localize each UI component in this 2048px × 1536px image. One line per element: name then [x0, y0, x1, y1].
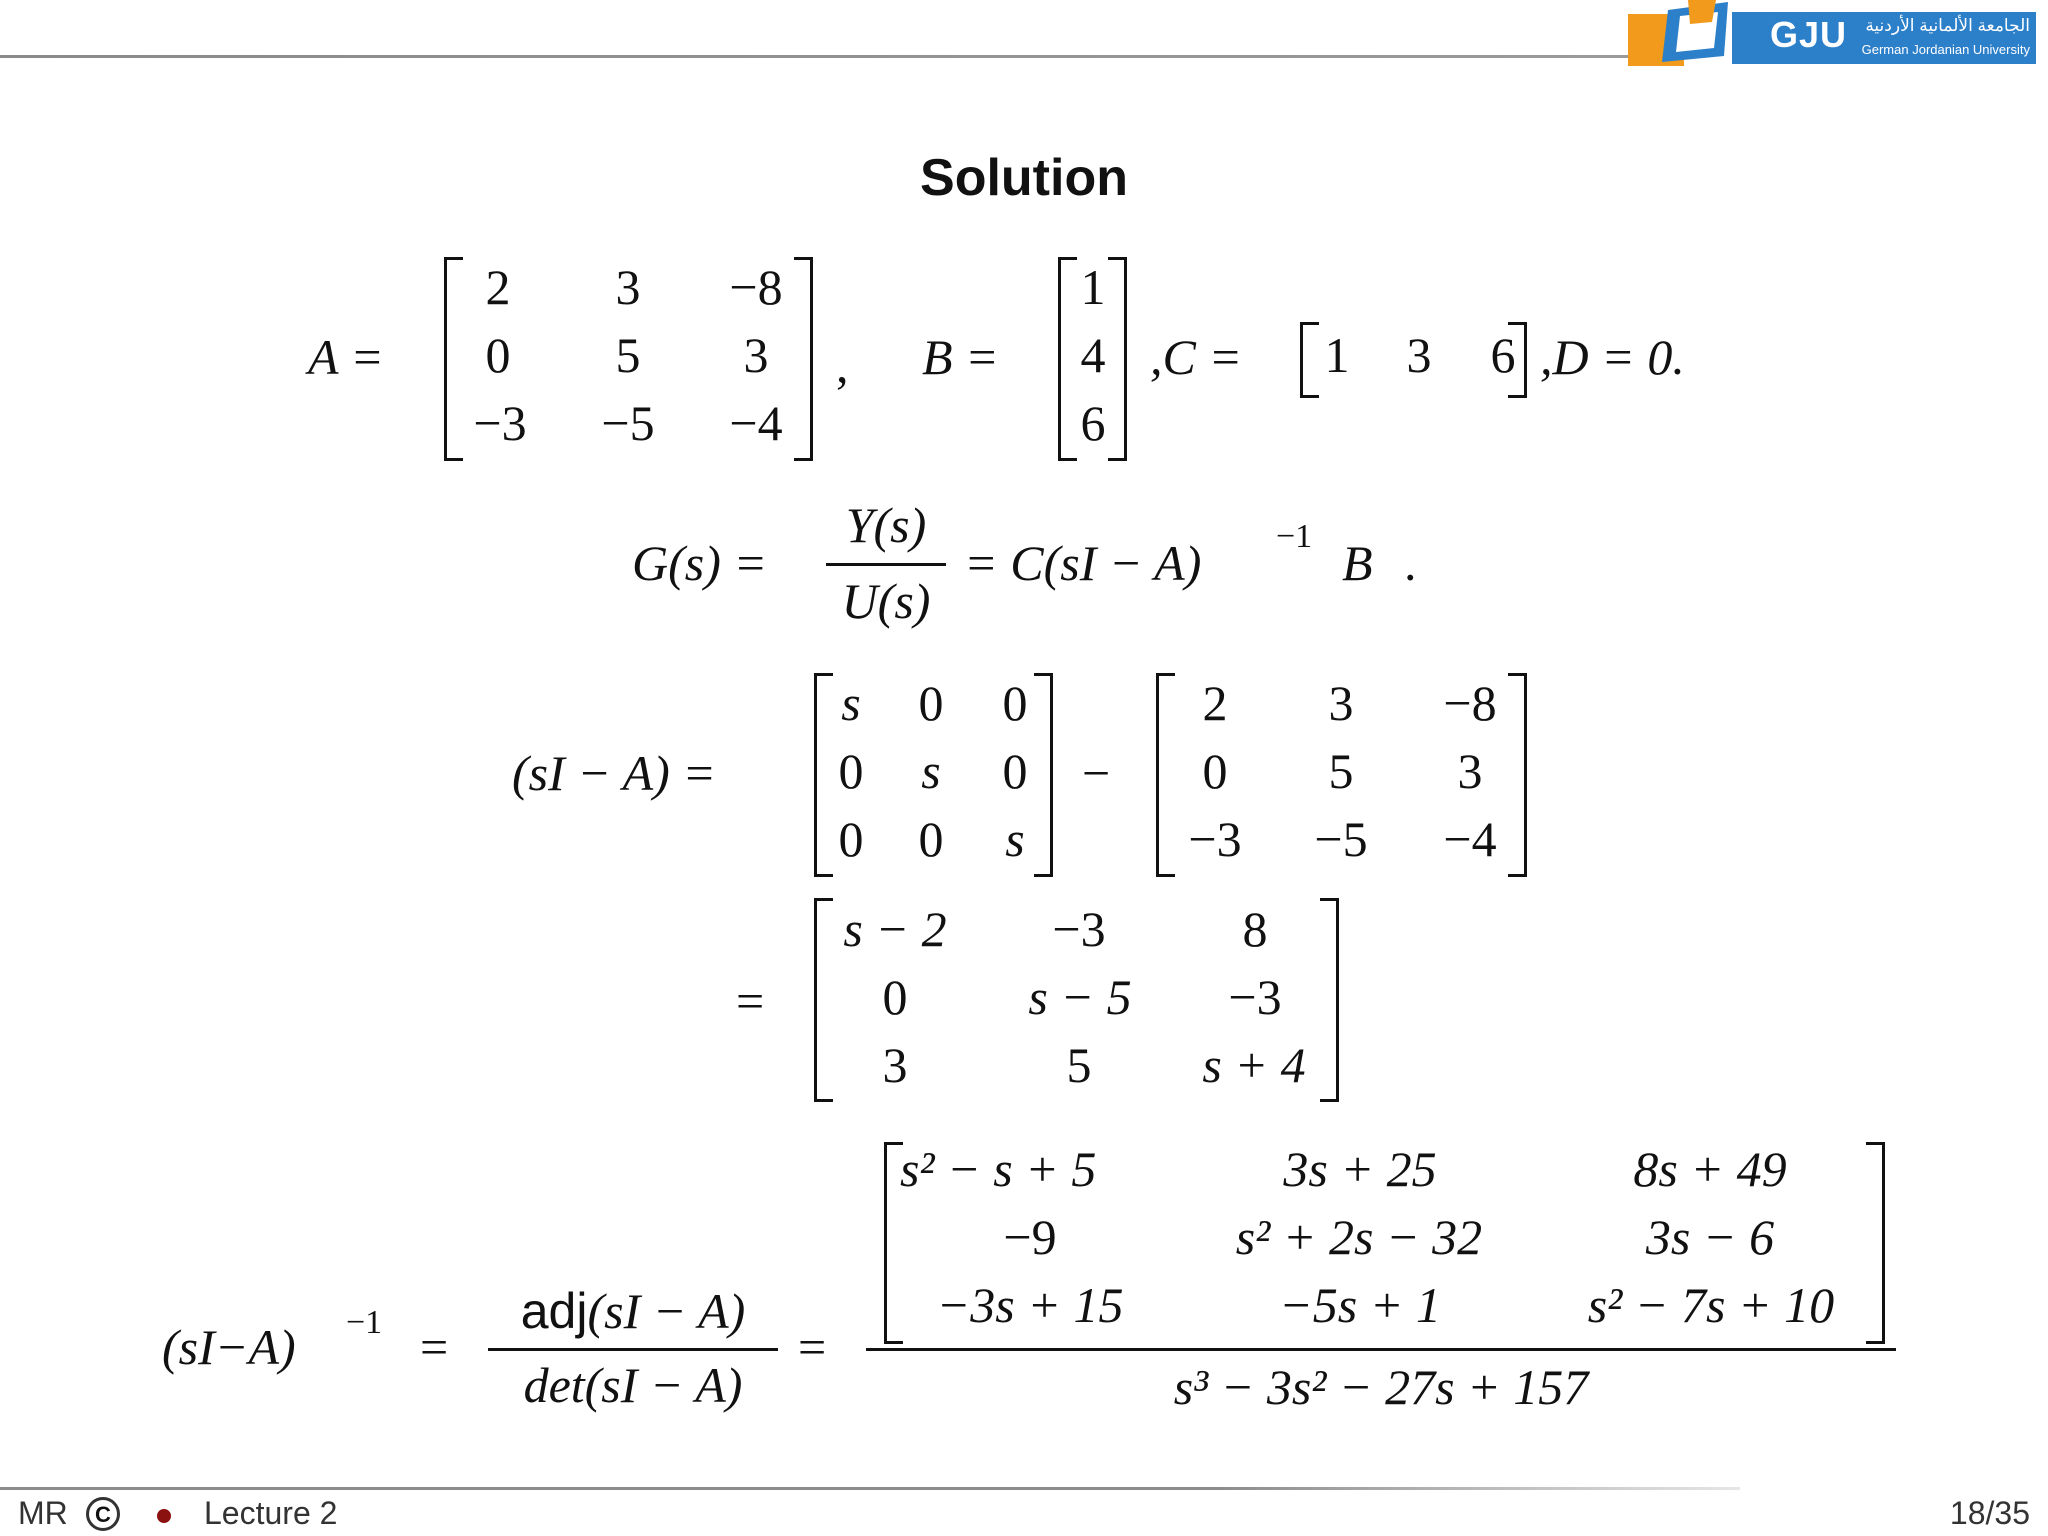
A-cell: 5 — [615, 327, 641, 383]
main-fraction-bar — [866, 1348, 1896, 1351]
S-cell: s — [1005, 811, 1025, 867]
G-denominator: U(s) — [841, 573, 931, 629]
adj-matrix-right-bracket — [1866, 1142, 1885, 1344]
M-cell: 0 — [882, 969, 908, 1025]
A-cell: −3 — [473, 395, 527, 451]
D-equation: ,D = 0. — [1540, 329, 1685, 385]
A-cell: 3 — [615, 259, 641, 315]
A-cell: −4 — [729, 395, 783, 451]
S-cell: s — [921, 743, 941, 799]
A2-cell: −3 — [1188, 811, 1242, 867]
S-cell: s — [841, 675, 861, 731]
adj-cell: s² − 7s + 10 — [1587, 1277, 1835, 1333]
matrix-A-right-bracket — [794, 257, 813, 461]
adj-cell: 8s + 49 — [1633, 1141, 1787, 1197]
A-cell: −5 — [601, 395, 655, 451]
A-cell: 3 — [743, 327, 769, 383]
A-label: A = — [308, 329, 384, 385]
S-cell: 0 — [918, 811, 944, 867]
slide-title: Solution — [920, 149, 1128, 207]
C-cell: 1 — [1324, 327, 1350, 383]
S-cell: 0 — [838, 743, 864, 799]
sIA-lhs: (sI − A) = — [512, 745, 717, 801]
A-cell: 0 — [485, 327, 511, 383]
fraction-bar — [826, 563, 946, 566]
equals-sign: = — [420, 1319, 449, 1375]
M-cell: 3 — [882, 1037, 908, 1093]
A2-cell: 5 — [1328, 743, 1354, 799]
A2-cell: 0 — [1202, 743, 1228, 799]
matrix-A2-right-bracket — [1508, 673, 1527, 877]
copyright-icon: C — [86, 1497, 120, 1531]
equals-sign-2: = — [798, 1319, 827, 1375]
adj-word: adj — [520, 1283, 588, 1339]
logo-arabic-text: الجامعة الألمانية الأردنية — [1865, 16, 2030, 35]
footer-rule — [0, 1487, 1740, 1490]
adj-numerator — [488, 1283, 778, 1339]
footer-page-number: 18/35 — [1949, 1495, 2030, 1531]
footer-author: MR — [18, 1495, 68, 1531]
G-rhs: = C(sI − A) — [964, 535, 1202, 591]
adj-cell: −5s + 1 — [1279, 1277, 1441, 1333]
bullet-dot-icon — [157, 1509, 171, 1523]
S-cell: 0 — [1002, 675, 1028, 731]
inverse-lhs: (sI−A) — [162, 1319, 296, 1375]
S-cell: 0 — [838, 811, 864, 867]
university-logo — [1628, 0, 2038, 68]
A2-cell: −5 — [1314, 811, 1368, 867]
adj-cell: −9 — [1003, 1209, 1057, 1265]
M-cell: s − 2 — [843, 901, 947, 957]
S-cell: 0 — [918, 675, 944, 731]
C-label: ,C = — [1150, 329, 1243, 385]
adj-cell: 3s − 6 — [1645, 1209, 1775, 1265]
A2-cell: −4 — [1443, 811, 1497, 867]
B-cell: 6 — [1080, 395, 1106, 451]
adj-cell: s² − s + 5 — [900, 1141, 1097, 1197]
G-numerator: Y(s) — [845, 497, 927, 553]
comma: , — [836, 337, 849, 393]
adj-arg: (sI − A) — [587, 1283, 746, 1339]
determinant-polynomial: s³ − 3s² − 27s + 157 — [1173, 1359, 1589, 1415]
M-cell: 5 — [1066, 1037, 1092, 1093]
B-cell: 1 — [1080, 259, 1106, 315]
logo-gju-text: GJU — [1770, 14, 1848, 55]
M-cell: s + 4 — [1202, 1037, 1306, 1093]
adj-cell: −3s + 15 — [936, 1277, 1124, 1333]
G-rhs-dot: . — [1404, 535, 1417, 591]
logo-tagline: German Jordanian University — [1861, 42, 2030, 57]
A2-cell: −8 — [1443, 675, 1497, 731]
A-cell: 2 — [485, 259, 511, 315]
G-rhs-exponent: −1 — [1276, 518, 1313, 555]
C-cell: 6 — [1490, 327, 1516, 383]
M-cell: −3 — [1228, 969, 1282, 1025]
A2-cell: 3 — [1457, 743, 1483, 799]
G-rhs-B: B — [1342, 535, 1373, 591]
equals-sign: = — [736, 973, 765, 1029]
A-cell: −8 — [729, 259, 783, 315]
fraction-bar — [488, 1348, 778, 1351]
adj-cell: s² + 2s − 32 — [1235, 1209, 1483, 1265]
S-cell: 0 — [1002, 743, 1028, 799]
inverse-lhs-exponent: −1 — [346, 1304, 383, 1341]
B-cell: 4 — [1080, 327, 1106, 383]
det-denominator: det(sI − A) — [523, 1357, 743, 1413]
footer-lecture: Lecture 2 — [204, 1495, 338, 1531]
B-label: B = — [922, 329, 999, 385]
G-lhs: G(s) = — [632, 535, 768, 591]
adj-cell: 3s + 25 — [1283, 1141, 1437, 1197]
C-cell: 3 — [1406, 327, 1432, 383]
minus-sign: − — [1082, 745, 1111, 801]
M-cell: 8 — [1242, 901, 1268, 957]
header-rule — [0, 55, 1640, 58]
M-cell: −3 — [1052, 901, 1106, 957]
A2-cell: 3 — [1328, 675, 1354, 731]
M-cell: s − 5 — [1028, 969, 1132, 1025]
A2-cell: 2 — [1202, 675, 1228, 731]
